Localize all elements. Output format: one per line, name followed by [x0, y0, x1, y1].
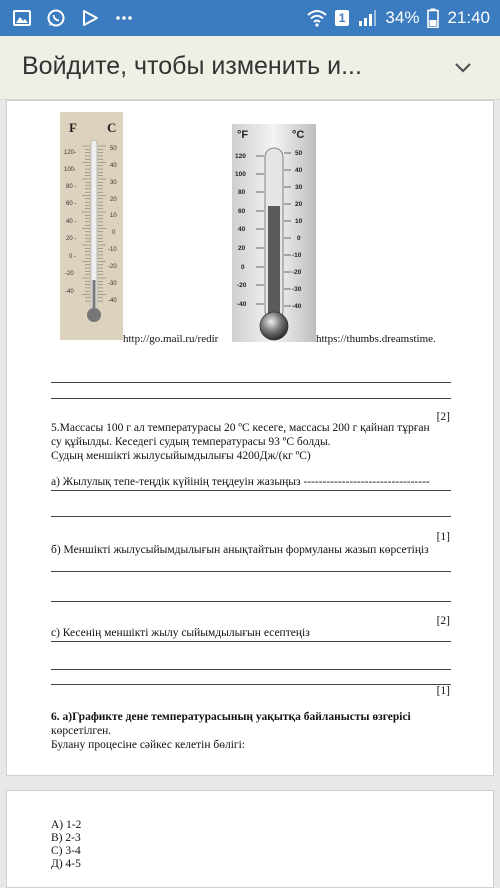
svg-text:F: F	[69, 120, 77, 135]
option-d: Д) 4-5	[51, 858, 81, 870]
score-mark: [2]	[436, 615, 450, 627]
svg-text:120-: 120-	[64, 150, 77, 156]
svg-text:0: 0	[241, 264, 245, 271]
answer-line	[51, 571, 451, 572]
svg-text:80: 80	[238, 189, 246, 196]
svg-text:100-: 100-	[64, 167, 77, 173]
answer-line	[51, 669, 451, 670]
svg-text:0: 0	[297, 235, 301, 242]
svg-text:-20: -20	[237, 282, 247, 289]
svg-text:40: 40	[295, 167, 303, 174]
sign-in-banner[interactable]	[0, 36, 500, 100]
q5-text-line1: 5.Массасы 100 г ал температурасы 20 ºС кесеге, массасы 200 г қайнап тұрған	[51, 422, 430, 434]
svg-text:60 -: 60 -	[66, 201, 77, 207]
score-mark: [2]	[436, 411, 450, 423]
sim-badge: 1	[335, 10, 350, 26]
answer-line	[51, 490, 451, 491]
score-mark: [1]	[436, 531, 450, 543]
play-icon	[80, 8, 100, 28]
svg-text:80 -: 80 -	[66, 184, 77, 190]
signal-icon	[357, 8, 377, 28]
svg-text:20: 20	[295, 201, 303, 208]
answer-line	[51, 641, 451, 642]
banner-title: Войдите, чтобы изменить и...	[22, 52, 362, 80]
image-caption-1: http://go.mail.ru/redir	[123, 333, 219, 345]
svg-text:-30: -30	[292, 286, 302, 293]
answer-line	[51, 601, 451, 602]
option-b: В) 2-3	[51, 832, 81, 844]
svg-text:20 -: 20 -	[66, 236, 77, 242]
answer-line	[51, 398, 451, 399]
whatsapp-icon	[46, 8, 66, 28]
score-mark: [1]	[436, 685, 450, 697]
svg-text:-40: -40	[292, 303, 302, 310]
svg-text:60: 60	[238, 208, 246, 215]
svg-text:-40: -40	[108, 298, 117, 304]
status-bar	[0, 0, 500, 36]
svg-text:10: 10	[110, 213, 117, 219]
svg-text:100: 100	[235, 171, 246, 178]
q5a-text: а) Жылулық тепе-теңдік күйінің теңдеуін жазыңыз ---------------------------------	[51, 476, 430, 488]
svg-text:0 -: 0 -	[69, 254, 77, 260]
svg-text:°C: °C	[292, 129, 305, 141]
svg-text:-10: -10	[292, 252, 302, 259]
answer-line	[51, 684, 451, 685]
svg-text:40: 40	[238, 226, 246, 233]
svg-text:0: 0	[112, 230, 116, 236]
svg-text:40: 40	[110, 163, 117, 169]
q5b-text: б) Меншікті жылусыйымдылығын анықтайтын формуланы жазып көрсетіңіз	[51, 544, 429, 556]
svg-text:-10: -10	[108, 247, 117, 253]
q5-text-line3: Судың меншікті жылусыйымдылығы 4200Дж/(кг ºС)	[51, 450, 311, 462]
option-a: А) 1-2	[51, 819, 82, 831]
svg-text:-20: -20	[65, 271, 74, 277]
svg-text:-20: -20	[292, 269, 302, 276]
image-icon	[12, 8, 32, 28]
svg-text:50: 50	[295, 150, 303, 157]
svg-text:30: 30	[110, 180, 117, 186]
more-icon	[114, 8, 134, 28]
image-caption-2: https://thumbs.dreamstime.	[316, 333, 436, 345]
battery-percent: 34%	[385, 8, 420, 27]
answer-line	[51, 516, 451, 517]
svg-text:-40: -40	[65, 289, 74, 295]
q5c-text: с) Кесенің меншікті жылу сыйымдылығын есептеңіз	[51, 627, 310, 639]
thermometer-image-fahrenheit-celsius	[60, 112, 123, 340]
svg-text:120: 120	[235, 153, 246, 160]
svg-text:20: 20	[238, 245, 246, 252]
q6-text-line3: Булану процесіне сәйкес келетін бөлігі:	[51, 739, 245, 751]
option-c: С) 3-4	[51, 845, 81, 857]
svg-text:°F: °F	[237, 129, 249, 141]
thermometer-image-celsius	[232, 124, 316, 342]
q6-text-line1: 6. а)Графикте дене температурасының уақытқа байланысты өзгерісі	[51, 711, 411, 723]
q6-text-line2: көрсетілген.	[51, 725, 112, 737]
wifi-icon	[307, 8, 327, 28]
battery-icon	[427, 8, 439, 28]
q5-text-line2: су құйылды. Кеседегі судың температурасы 93 ºС болды.	[51, 436, 331, 448]
svg-text:-20: -20	[108, 264, 117, 270]
svg-text:50: 50	[110, 146, 117, 152]
svg-text:20: 20	[110, 197, 117, 203]
svg-text:-30: -30	[108, 281, 117, 287]
svg-text:10: 10	[295, 218, 303, 225]
clock: 21:40	[447, 8, 490, 27]
answer-line	[51, 382, 451, 383]
svg-text:C: C	[107, 120, 117, 135]
svg-text:40 -: 40 -	[66, 219, 77, 225]
svg-text:-40: -40	[237, 301, 247, 308]
svg-text:30: 30	[295, 184, 303, 191]
chevron-down-icon[interactable]	[452, 56, 474, 78]
